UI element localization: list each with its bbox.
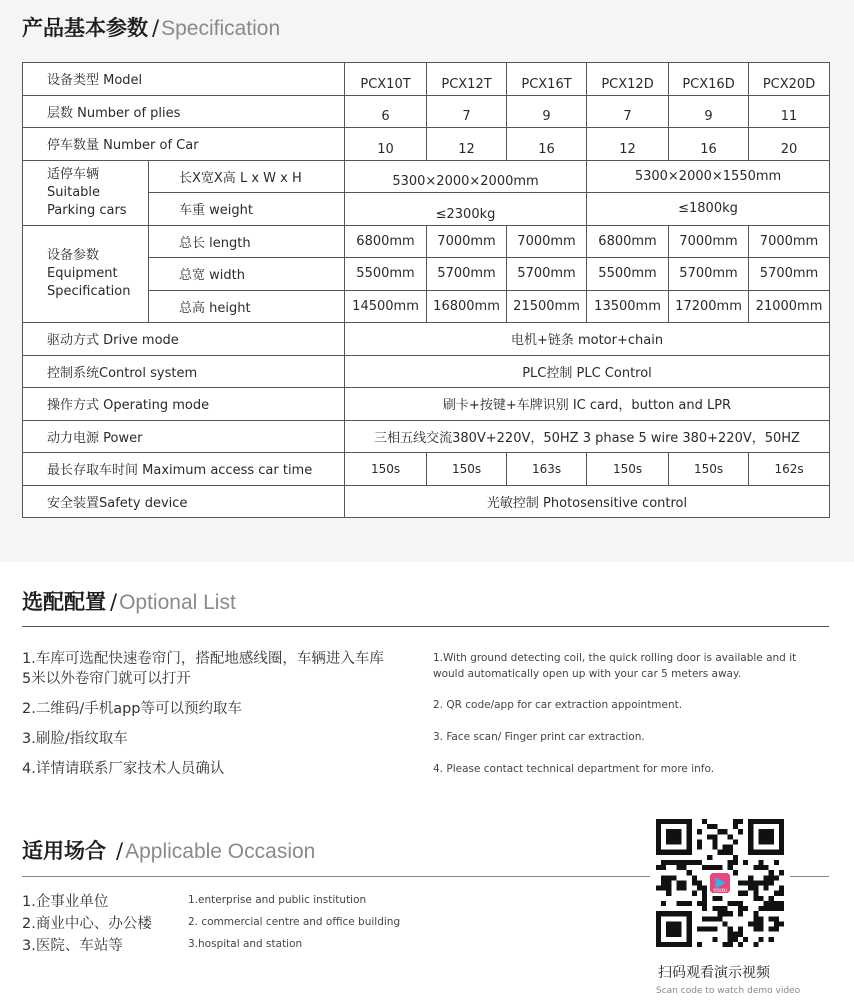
row-label-length: 总长 length xyxy=(149,225,345,258)
spec-title-cn: 产品基本参数 xyxy=(22,16,148,40)
applicable-divider-right xyxy=(790,876,829,877)
spec-title-en: Specification xyxy=(161,17,281,40)
spec-title-separator: / xyxy=(152,16,160,40)
table-row-access xyxy=(23,453,830,486)
optional-title-cn: 选配配置 xyxy=(22,590,106,614)
row-label-safety: 安全装置Safety device xyxy=(23,485,345,518)
power-cell: 三相五线交流380V+220V，50HZ 3 phase 5 wire 380+220V，50HZ xyxy=(345,420,830,453)
optional-item-en-4: 4. Please contact technical department for more info. xyxy=(433,763,715,775)
size-t-cell: 5300×2000×2000mm xyxy=(345,160,587,193)
qr-caption-cn: 扫码观看演示视频 xyxy=(658,965,770,981)
table-row-power xyxy=(23,420,830,453)
plies-cell: 6 xyxy=(345,95,427,128)
access-cell: 150s xyxy=(345,453,427,486)
row-label-width: 总宽 width xyxy=(149,258,345,291)
table-row-control xyxy=(23,355,830,388)
drive-cell: 电机+链条 motor+chain xyxy=(345,323,830,356)
optional-item-cn-4: 4.详情请联系厂家技术人员确认 xyxy=(22,761,225,777)
table-row-safety xyxy=(23,485,830,518)
model-cell: PCX16D xyxy=(669,63,749,96)
qr-code-icon[interactable] xyxy=(656,818,784,948)
row-label-weight: 车重 weight xyxy=(149,193,345,226)
height-cell: 21000mm xyxy=(749,290,830,323)
access-cell: 163s xyxy=(507,453,587,486)
applicable-divider xyxy=(22,876,650,877)
width-cell: 5500mm xyxy=(345,258,427,291)
cars-cell: 12 xyxy=(427,128,507,161)
length-cell: 7000mm xyxy=(507,225,587,258)
table-row-drive xyxy=(23,323,830,356)
optional-section-title xyxy=(22,586,236,616)
weight-d-cell: ≤1800kg xyxy=(587,193,830,226)
height-cell: 13500mm xyxy=(587,290,669,323)
optional-item-cn-1: 1.车库可选配快速卷帘门，搭配地感线圈，车辆进入车库 5米以外卷帘门就可以打开 xyxy=(22,651,384,687)
model-cell: PCX10T xyxy=(345,63,427,96)
model-cell: PCX20D xyxy=(749,63,830,96)
model-cell: PCX12T xyxy=(427,63,507,96)
applicable-item-en-2: 2. commercial centre and office building xyxy=(188,916,401,928)
width-cell: 5700mm xyxy=(507,258,587,291)
plies-cell: 9 xyxy=(669,95,749,128)
length-cell: 7000mm xyxy=(427,225,507,258)
width-cell: 5700mm xyxy=(669,258,749,291)
table-row-plies xyxy=(23,95,830,128)
plies-cell: 11 xyxy=(749,95,830,128)
plies-cell: 7 xyxy=(427,95,507,128)
qr-caption-en: Scan code to watch demo video xyxy=(656,986,801,996)
row-label-power: 动力电源 Power xyxy=(23,420,345,453)
qr-code-graphic xyxy=(656,818,784,948)
operating-cell: 刷卡+按键+车牌识别 IC card，button and LPR xyxy=(345,388,830,421)
safety-cell: 光敏控制 Photosensitive control xyxy=(345,485,830,518)
cars-cell: 16 xyxy=(669,128,749,161)
cars-cell: 12 xyxy=(587,128,669,161)
access-cell: 150s xyxy=(427,453,507,486)
plies-cell: 7 xyxy=(587,95,669,128)
specification-table xyxy=(22,62,830,518)
cars-cell: 20 xyxy=(749,128,830,161)
svg-text:YOUKU xyxy=(712,888,727,893)
row-label-access: 最长存取车时间 Maximum access car time xyxy=(23,453,345,486)
row-label-model: 设备类型 Model xyxy=(23,63,345,96)
table-row-cars xyxy=(23,128,830,161)
group-label-suitable-cars: 适停车辆 Suitable Parking cars xyxy=(23,160,149,225)
table-row-length xyxy=(23,225,830,258)
width-cell: 5500mm xyxy=(587,258,669,291)
length-cell: 6800mm xyxy=(345,225,427,258)
access-cell: 150s xyxy=(669,453,749,486)
table-row-size xyxy=(23,160,830,193)
applicable-title-cn: 适用场合 xyxy=(22,839,106,863)
control-cell: PLC控制 PLC Control xyxy=(345,355,830,388)
applicable-item-cn-3: 3.医院、车站等 xyxy=(22,938,123,954)
optional-item-cn-2: 2.二维码/手机app等可以预约取车 xyxy=(22,701,243,717)
row-label-plies: 层数 Number of plies xyxy=(23,95,345,128)
spec-section-title xyxy=(22,12,280,42)
row-label-size: 长X宽X高 L x W x H xyxy=(149,160,345,193)
access-cell: 162s xyxy=(749,453,830,486)
plies-cell: 9 xyxy=(507,95,587,128)
row-label-control: 控制系统Control system xyxy=(23,355,345,388)
weight-t-cell: ≤2300kg xyxy=(345,193,587,226)
optional-item-cn-3: 3.刷脸/指纹取车 xyxy=(22,731,128,747)
applicable-item-cn-2: 2.商业中心、办公楼 xyxy=(22,916,152,932)
length-cell: 6800mm xyxy=(587,225,669,258)
row-label-height: 总高 height xyxy=(149,290,345,323)
height-cell: 16800mm xyxy=(427,290,507,323)
width-cell: 5700mm xyxy=(749,258,830,291)
access-cell: 150s xyxy=(587,453,669,486)
group-label-equipment: 设备参数 Equipment Specification xyxy=(23,225,149,323)
model-cell: PCX12D xyxy=(587,63,669,96)
length-cell: 7000mm xyxy=(749,225,830,258)
optional-divider xyxy=(22,626,829,627)
width-cell: 5700mm xyxy=(427,258,507,291)
table-row-operating xyxy=(23,388,830,421)
cars-cell: 16 xyxy=(507,128,587,161)
applicable-item-cn-1: 1.企事业单位 xyxy=(22,894,109,910)
cars-cell: 10 xyxy=(345,128,427,161)
applicable-section-title xyxy=(22,835,315,865)
applicable-title-en: Applicable Occasion xyxy=(125,840,316,863)
optional-item-en-3: 3. Face scan/ Finger print car extraction. xyxy=(433,731,645,743)
height-cell: 21500mm xyxy=(507,290,587,323)
applicable-item-en-3: 3.hospital and station xyxy=(188,938,303,950)
table-row-model xyxy=(23,63,830,96)
length-cell: 7000mm xyxy=(669,225,749,258)
model-cell: PCX16T xyxy=(507,63,587,96)
height-cell: 17200mm xyxy=(669,290,749,323)
row-label-operating: 操作方式 Operating mode xyxy=(23,388,345,421)
size-d-cell: 5300×2000×1550mm xyxy=(587,160,830,193)
optional-title-en: Optional List xyxy=(119,591,236,614)
row-label-drive: 驱动方式 Drive mode xyxy=(23,323,345,356)
applicable-title-separator: / xyxy=(116,839,124,863)
row-label-cars: 停车数量 Number of Car xyxy=(23,128,345,161)
applicable-item-en-1: 1.enterprise and public institution xyxy=(188,894,367,906)
optional-title-separator: / xyxy=(110,590,118,614)
height-cell: 14500mm xyxy=(345,290,427,323)
optional-item-en-1: 1.With ground detecting coil, the quick rolling door is available and it would automatically open up with your car 5 meters away. xyxy=(433,652,797,680)
optional-item-en-2: 2. QR code/app for car extraction appointment. xyxy=(433,699,683,711)
